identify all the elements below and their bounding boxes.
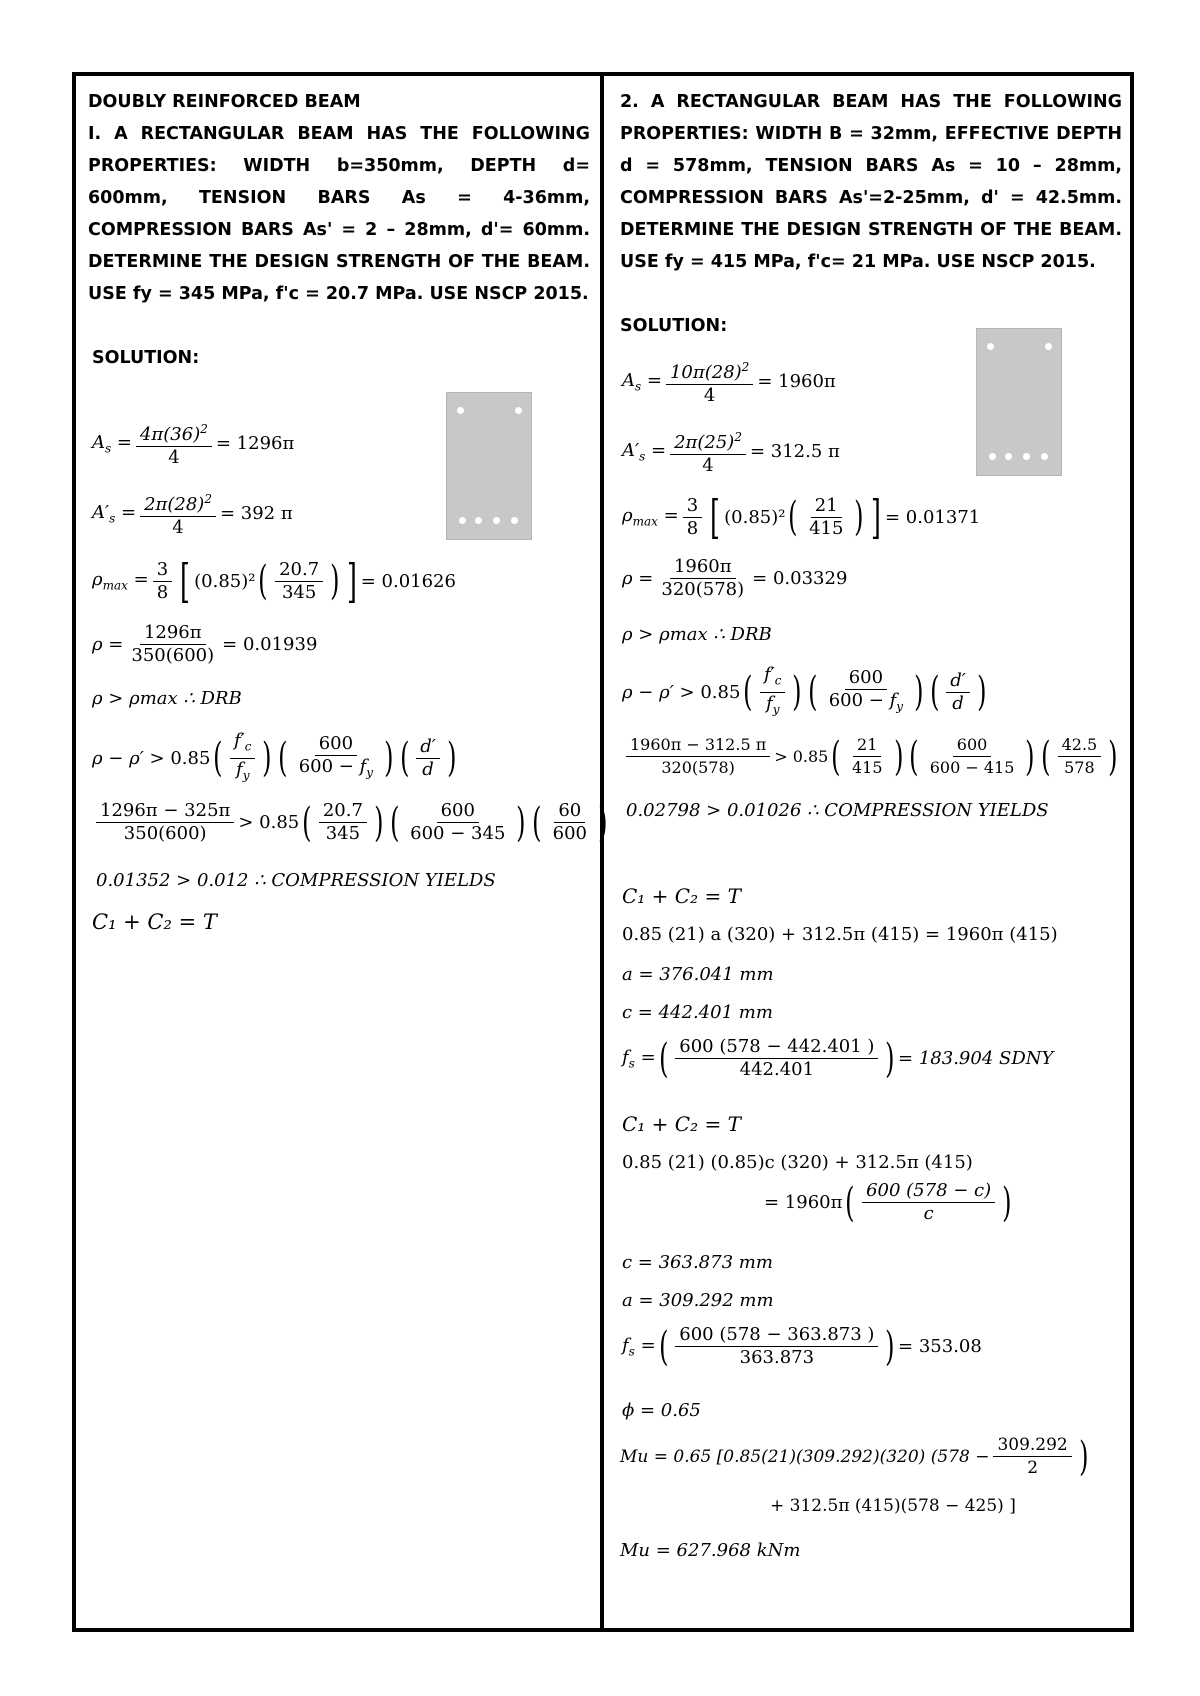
right-fs2-value: = 353.08 bbox=[898, 1336, 982, 1357]
right-eq2: 0.85 (21) a (320) + 312.5π (415) = 1960π (415) bbox=[622, 924, 1058, 945]
left-result: 0.01352 > 0.012 ∴ COMPRESSION YIELDS bbox=[96, 870, 496, 891]
left-rho-num: 1296π bbox=[140, 622, 206, 645]
right-eq5-den: c bbox=[923, 1203, 934, 1224]
left-as-num: 4π(36) bbox=[139, 424, 201, 445]
right-fs1-num: 600 (578 − 442.401 ) bbox=[675, 1036, 878, 1059]
left-compare: ρ > ρmax ∴ DRB bbox=[92, 688, 242, 709]
right-fs1-equation: $f_s$ = ( $\frac{600 (578 - 442.401 )}{442.401}$ ) = 183.904 SDNY bbox=[622, 1035, 1054, 1082]
right-mu-line1: Mu = 0.65 [0.85(21)(309.292)(320) (578 − bbox=[620, 1446, 990, 1467]
left-asp-num: 2π(28) bbox=[144, 494, 205, 515]
right-mu-result: Mu = 627.968 kNm bbox=[620, 1540, 801, 1561]
right-as-value: = 1960π bbox=[757, 371, 836, 392]
right-problem-statement: 2. A RECTANGULAR BEAM HAS THE FOLLOWING PROPERTIES: WIDTH B = 32mm, EFFECTIVE DEPTH d = 578mm, TENSION BARS As = 10 – 28mm, COMPRESSION BARS As'=2-25mm, d' = 42.5mm. DETERMINE THE DESIGN STRENGTH OF THE BEAM. USE fy = 415 MPa, f'c= 21 MPa. USE NSCP 2015. bbox=[620, 92, 1122, 272]
right-rho-equation: ρ = $\frac{1960\pi}{320(578)}$ = 0.03329 bbox=[622, 556, 848, 600]
right-check-den: 320(578) bbox=[661, 758, 735, 777]
right-rho-den: 320(578) bbox=[661, 579, 745, 600]
left-equilibrium: C₁ + C₂ = T bbox=[92, 910, 217, 934]
left-as-value: = 1296π bbox=[215, 433, 295, 454]
left-check-num: 1296π − 325π bbox=[96, 800, 234, 823]
left-column bbox=[88, 86, 590, 374]
right-mu-frac-den: 2 bbox=[1027, 1458, 1039, 1478]
right-asp-num: 2π(25) bbox=[674, 432, 735, 453]
left-asp-value: = 392 π bbox=[219, 503, 293, 524]
right-mu-frac-num: 309.292 bbox=[993, 1434, 1071, 1457]
right-fs2-den: 363.873 bbox=[739, 1347, 815, 1368]
right-yield-check: $\frac{1960\pi - 312.5 \pi}{320(578)}$ > 0.85 ( $\frac{21}{415}$ ) ( $\frac{600}{600 - 415}$ ) ( $\frac{42.5}{578}$ ) bbox=[622, 734, 1121, 779]
right-rho-max-equation: $\rho_{max}$ = $\frac{3}{8}$ [ (0.85)² ( $\frac{21}{415}$ ) ] = 0.01371 bbox=[622, 490, 981, 544]
left-rho-den: 350(600) bbox=[131, 645, 215, 666]
right-as-den: 4 bbox=[703, 385, 716, 406]
right-eq1: C₁ + C₂ = T bbox=[622, 884, 741, 908]
right-phi: ϕ = 0.65 bbox=[622, 1400, 701, 1421]
column-divider bbox=[600, 72, 604, 1632]
right-rho-max-value: = 0.01371 bbox=[885, 506, 981, 528]
left-rho-equation: ρ = $\frac{1296\pi}{350(600)}$ = 0.01939 bbox=[92, 622, 318, 666]
right-result: 0.02798 > 0.01026 ∴ COMPRESSION YIELDS bbox=[626, 800, 1049, 821]
right-rho-value: = 0.03329 bbox=[752, 568, 848, 589]
right-check-num: 1960π − 312.5 π bbox=[626, 734, 770, 757]
left-rho-max-equation: $\rho_{max}$ = $\frac{3}{8}$ [ (0.85)² ( $\frac{20.7}{345}$ ) ] = 0.01626 bbox=[92, 554, 456, 608]
left-title: DOUBLY REINFORCED BEAM bbox=[88, 92, 361, 112]
left-beam-section-icon bbox=[446, 392, 532, 540]
left-yield-check: $\frac{1296\pi - 325\pi}{350(600)}$ > 0.85 ( $\frac{20.7}{345}$ ) ( $\frac{600}{600 - 345}$ ) ( $\frac{60}{600}$ ) bbox=[92, 800, 611, 845]
right-mu-line2: + 312.5π (415)(578 − 425) ] bbox=[770, 1496, 1016, 1516]
right-fs2-num: 600 (578 − 363.873 ) bbox=[675, 1324, 878, 1347]
right-as-num: 10π(28) bbox=[669, 362, 742, 383]
left-problem-statement: I. A RECTANGULAR BEAM HAS THE FOLLOWING PROPERTIES: WIDTH b=350mm, DEPTH d= 600mm, TENSION BARS As = 4-36mm, COMPRESSION BARS As' = 2 – 28mm, d'= 60mm. DETERMINE THE DESIGN STRENGTH OF THE BEAM. USE fy = 345 MPa, f'c = 20.7 MPa. USE NSCP 2015. bbox=[88, 124, 590, 304]
left-rho-max-value: = 0.01626 bbox=[360, 570, 456, 592]
right-asp-value: = 312.5 π bbox=[749, 441, 840, 462]
left-asp-equation: $A'_s$ = $\frac{2\pi(28)^2}{4}$ = 392 π bbox=[92, 488, 293, 539]
left-check-den: 350(600) bbox=[123, 823, 207, 844]
right-eq5-num: 600 (578 − c) bbox=[862, 1180, 995, 1203]
right-a2: a = 309.292 mm bbox=[622, 1290, 774, 1311]
right-asp-den: 4 bbox=[702, 455, 714, 476]
right-eq4: 0.85 (21) (0.85)c (320) + 312.5π (415) bbox=[622, 1152, 973, 1173]
right-c1: c = 442.401 mm bbox=[622, 1002, 773, 1023]
right-mu-equation: Mu = 0.65 [0.85(21)(309.292)(320) (578 − $\frac{309.292}{2}$ ) bbox=[620, 1433, 1089, 1480]
right-compare: ρ > ρmax ∴ DRB bbox=[622, 624, 772, 645]
right-eq5: = 1960π ( $\frac{600 (578 - c)}{c}$ ) bbox=[764, 1179, 1012, 1226]
right-fs1-den: 442.401 bbox=[739, 1059, 815, 1080]
right-fs1-value: = 183.904 SDNY bbox=[898, 1048, 1054, 1069]
left-solution-label: SOLUTION: bbox=[92, 348, 200, 368]
right-as-equation: $A_s$ = $\frac{10\pi(28)^2}{4}$ = 1960π bbox=[622, 356, 836, 407]
left-asp-den: 4 bbox=[172, 517, 184, 538]
left-as-equation: $A_s$ = $\frac{4\pi(36)^2}{4}$ = 1296π bbox=[92, 418, 294, 469]
left-as-den: 4 bbox=[168, 447, 180, 468]
right-eq3: C₁ + C₂ = T bbox=[622, 1112, 741, 1136]
right-fs2-equation: $f_s$ = ( $\frac{600 (578 - 363.873 )}{363.873}$ ) = 353.08 bbox=[622, 1323, 982, 1370]
right-rho-num: 1960π bbox=[670, 556, 736, 579]
right-a1: a = 376.041 mm bbox=[622, 964, 774, 985]
right-c2: c = 363.873 mm bbox=[622, 1252, 773, 1273]
left-rho-value: = 0.01939 bbox=[222, 634, 318, 655]
right-solution-label: SOLUTION: bbox=[620, 316, 728, 336]
right-yield-condition: ρ − ρ′ > 0.85 ( $\frac{f'_c}{f_y}$ ) ( $\frac{600}{600 - f_y}$ ) ( $\frac{d'}{d}$ ) bbox=[622, 664, 987, 717]
right-asp-equation: $A'_s$ = $\frac{2\pi(25)^2}{4}$ = 312.5 π bbox=[622, 426, 840, 477]
right-column bbox=[620, 86, 1122, 342]
right-eq5-lhs: = 1960π bbox=[764, 1192, 843, 1213]
left-yield-condition: ρ − ρ′ > 0.85 ( $\frac{f'_c}{f_y}$ ) ( $\frac{600}{600 - f_y}$ ) ( $\frac{d'}{d}$ ) bbox=[92, 730, 457, 783]
right-beam-section-icon bbox=[976, 328, 1062, 476]
